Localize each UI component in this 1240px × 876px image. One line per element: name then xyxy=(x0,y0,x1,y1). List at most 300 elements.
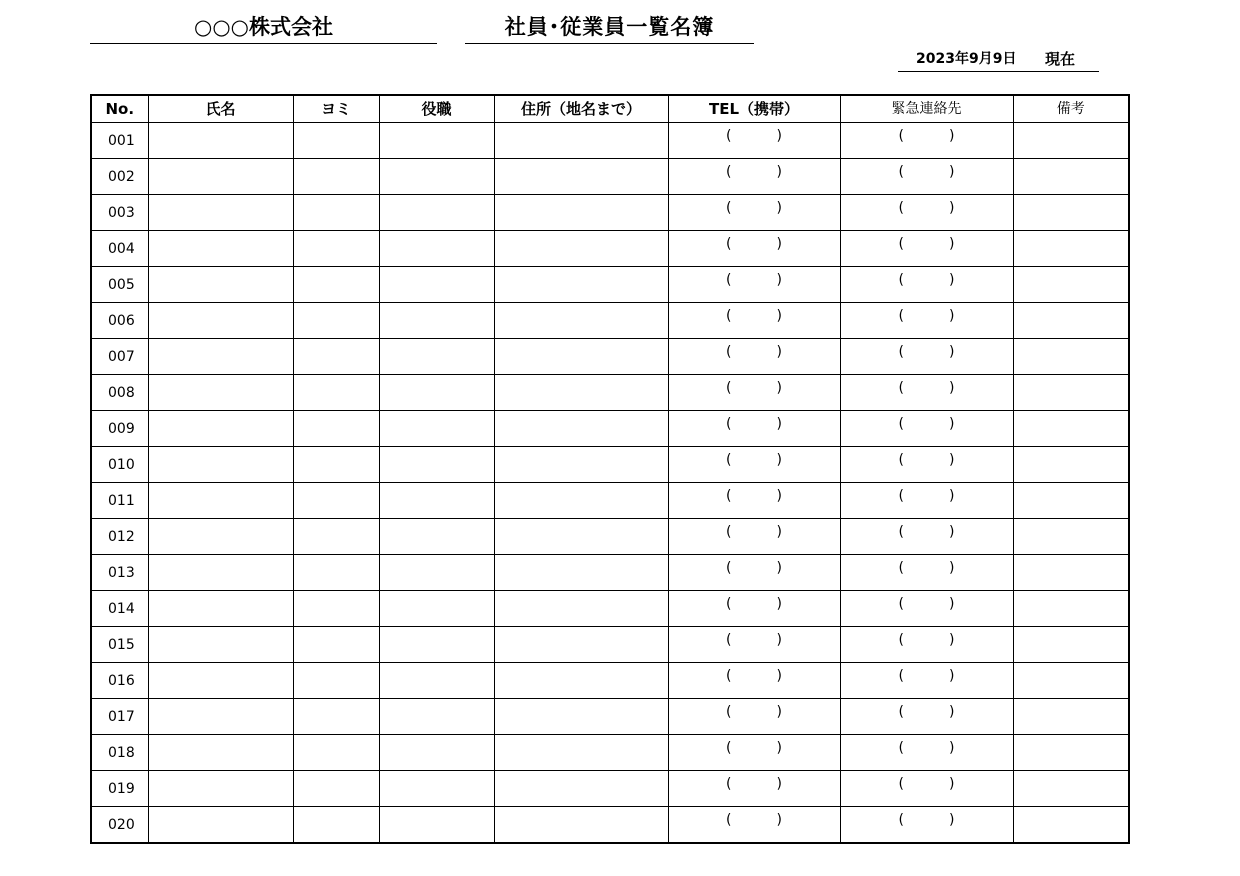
area-code-parentheses xyxy=(897,159,957,185)
open-paren: ( xyxy=(898,560,904,576)
open-paren: ( xyxy=(898,308,904,324)
table-row xyxy=(91,411,1129,447)
header-row xyxy=(91,95,1129,123)
cell-name[interactable] xyxy=(148,339,293,375)
close-paren: ) xyxy=(949,740,955,756)
close-paren: ) xyxy=(949,344,955,360)
cell-address[interactable] xyxy=(494,735,668,771)
close-paren: ) xyxy=(776,308,782,324)
cell-emergency-contact[interactable] xyxy=(840,519,1013,555)
close-paren: ) xyxy=(949,416,955,432)
cell-emergency-contact[interactable] xyxy=(840,483,1013,519)
row-number: 004 xyxy=(91,231,148,267)
cell-name[interactable] xyxy=(148,195,293,231)
cell-emergency-contact[interactable] xyxy=(840,339,1013,375)
cell-remarks[interactable] xyxy=(1013,771,1129,807)
cell-reading[interactable] xyxy=(293,555,379,591)
open-paren: ( xyxy=(726,560,732,576)
cell-name[interactable] xyxy=(148,447,293,483)
employee-roster-table xyxy=(90,94,1130,844)
cell-position[interactable] xyxy=(379,231,494,267)
cell-reading[interactable] xyxy=(293,771,379,807)
open-paren: ( xyxy=(726,488,732,504)
cell-remarks[interactable] xyxy=(1013,591,1129,627)
cell-name[interactable] xyxy=(148,123,293,159)
close-paren: ) xyxy=(949,308,955,324)
col-header-remarks: 備考 xyxy=(1013,95,1129,123)
close-paren: ) xyxy=(949,272,955,288)
area-code-parentheses xyxy=(724,699,784,725)
close-paren: ) xyxy=(949,632,955,648)
cell-emergency-contact[interactable] xyxy=(840,231,1013,267)
area-code-parentheses xyxy=(724,735,784,761)
open-paren: ( xyxy=(898,416,904,432)
table-row xyxy=(91,303,1129,339)
cell-address[interactable] xyxy=(494,699,668,735)
cell-address[interactable] xyxy=(494,411,668,447)
cell-remarks[interactable] xyxy=(1013,303,1129,339)
close-paren: ) xyxy=(776,452,782,468)
area-code-parentheses xyxy=(897,339,957,365)
col-header-mobile: TEL（携帯） xyxy=(668,95,840,123)
cell-address[interactable] xyxy=(494,231,668,267)
close-paren: ) xyxy=(776,200,782,216)
cell-reading[interactable] xyxy=(293,519,379,555)
cell-position[interactable] xyxy=(379,771,494,807)
cell-address[interactable] xyxy=(494,303,668,339)
area-code-parentheses xyxy=(897,411,957,437)
close-paren: ) xyxy=(949,488,955,504)
area-code-parentheses xyxy=(724,807,784,833)
area-code-parentheses xyxy=(897,447,957,473)
cell-name[interactable] xyxy=(148,735,293,771)
area-code-parentheses xyxy=(897,483,957,509)
cell-mobile[interactable] xyxy=(668,627,840,663)
cell-address[interactable] xyxy=(494,519,668,555)
open-paren: ( xyxy=(898,596,904,612)
cell-emergency-contact[interactable] xyxy=(840,267,1013,303)
cell-mobile[interactable] xyxy=(668,519,840,555)
cell-address[interactable] xyxy=(494,807,668,844)
cell-address[interactable] xyxy=(494,195,668,231)
row-number: 010 xyxy=(91,447,148,483)
area-code-parentheses xyxy=(724,483,784,509)
cell-reading[interactable] xyxy=(293,447,379,483)
cell-name[interactable] xyxy=(148,159,293,195)
cell-mobile[interactable] xyxy=(668,123,840,159)
cell-mobile[interactable] xyxy=(668,447,840,483)
open-paren: ( xyxy=(898,164,904,180)
cell-mobile[interactable] xyxy=(668,663,840,699)
close-paren: ) xyxy=(949,560,955,576)
row-number: 007 xyxy=(91,339,148,375)
open-paren: ( xyxy=(726,272,732,288)
cell-remarks[interactable] xyxy=(1013,447,1129,483)
open-paren: ( xyxy=(726,596,732,612)
cell-emergency-contact[interactable] xyxy=(840,123,1013,159)
close-paren: ) xyxy=(776,272,782,288)
cell-mobile[interactable] xyxy=(668,591,840,627)
table-row xyxy=(91,339,1129,375)
cell-address[interactable] xyxy=(494,339,668,375)
cell-reading[interactable] xyxy=(293,699,379,735)
table-row xyxy=(91,519,1129,555)
close-paren: ) xyxy=(776,560,782,576)
cell-reading[interactable] xyxy=(293,483,379,519)
cell-address[interactable] xyxy=(494,159,668,195)
cell-emergency-contact[interactable] xyxy=(840,627,1013,663)
cell-position[interactable] xyxy=(379,807,494,844)
cell-emergency-contact[interactable] xyxy=(840,447,1013,483)
open-paren: ( xyxy=(726,632,732,648)
cell-name[interactable] xyxy=(148,375,293,411)
cell-mobile[interactable] xyxy=(668,339,840,375)
area-code-parentheses xyxy=(724,159,784,185)
cell-reading[interactable] xyxy=(293,159,379,195)
cell-position[interactable] xyxy=(379,303,494,339)
table-row xyxy=(91,771,1129,807)
area-code-parentheses xyxy=(897,195,957,221)
close-paren: ) xyxy=(776,164,782,180)
cell-position[interactable] xyxy=(379,627,494,663)
cell-position[interactable] xyxy=(379,447,494,483)
cell-name[interactable] xyxy=(148,519,293,555)
table-row xyxy=(91,555,1129,591)
open-paren: ( xyxy=(898,236,904,252)
cell-address[interactable] xyxy=(494,123,668,159)
cell-reading[interactable] xyxy=(293,339,379,375)
cell-mobile[interactable] xyxy=(668,411,840,447)
cell-remarks[interactable] xyxy=(1013,339,1129,375)
table-row xyxy=(91,663,1129,699)
close-paren: ) xyxy=(949,596,955,612)
area-code-parentheses xyxy=(897,699,957,725)
cell-position[interactable] xyxy=(379,699,494,735)
open-paren: ( xyxy=(726,308,732,324)
cell-emergency-contact[interactable] xyxy=(840,303,1013,339)
close-paren: ) xyxy=(949,236,955,252)
table-row xyxy=(91,159,1129,195)
cell-address[interactable] xyxy=(494,555,668,591)
area-code-parentheses xyxy=(724,555,784,581)
row-number: 001 xyxy=(91,123,148,159)
open-paren: ( xyxy=(898,632,904,648)
close-paren: ) xyxy=(776,740,782,756)
area-code-parentheses xyxy=(724,591,784,617)
cell-remarks[interactable] xyxy=(1013,555,1129,591)
close-paren: ) xyxy=(949,128,955,144)
cell-remarks[interactable] xyxy=(1013,195,1129,231)
as-of-label: 現在 xyxy=(1045,50,1076,68)
cell-position[interactable] xyxy=(379,519,494,555)
cell-name[interactable] xyxy=(148,627,293,663)
col-header-emergency-contact: 緊急連絡先 xyxy=(840,95,1013,123)
cell-emergency-contact[interactable] xyxy=(840,771,1013,807)
cell-reading[interactable] xyxy=(293,375,379,411)
cell-mobile[interactable] xyxy=(668,195,840,231)
open-paren: ( xyxy=(898,776,904,792)
cell-reading[interactable] xyxy=(293,231,379,267)
open-paren: ( xyxy=(898,812,904,828)
cell-emergency-contact[interactable] xyxy=(840,807,1013,844)
close-paren: ) xyxy=(776,596,782,612)
cell-reading[interactable] xyxy=(293,123,379,159)
cell-position[interactable] xyxy=(379,483,494,519)
area-code-parentheses xyxy=(724,375,784,401)
row-number: 017 xyxy=(91,699,148,735)
close-paren: ) xyxy=(776,488,782,504)
table-row xyxy=(91,231,1129,267)
cell-name[interactable] xyxy=(148,771,293,807)
open-paren: ( xyxy=(726,740,732,756)
open-paren: ( xyxy=(726,128,732,144)
cell-remarks[interactable] xyxy=(1013,267,1129,303)
area-code-parentheses xyxy=(897,735,957,761)
cell-address[interactable] xyxy=(494,591,668,627)
cell-remarks[interactable] xyxy=(1013,519,1129,555)
cell-position[interactable] xyxy=(379,663,494,699)
table-row xyxy=(91,699,1129,735)
cell-mobile[interactable] xyxy=(668,735,840,771)
table-row xyxy=(91,483,1129,519)
cell-emergency-contact[interactable] xyxy=(840,555,1013,591)
cell-reading[interactable] xyxy=(293,627,379,663)
area-code-parentheses xyxy=(724,627,784,653)
row-number: 011 xyxy=(91,483,148,519)
open-paren: ( xyxy=(726,380,732,396)
area-code-parentheses xyxy=(897,519,957,545)
col-header-position: 役職 xyxy=(379,95,494,123)
area-code-parentheses xyxy=(897,771,957,797)
open-paren: ( xyxy=(898,704,904,720)
cell-position[interactable] xyxy=(379,411,494,447)
cell-name[interactable] xyxy=(148,807,293,844)
cell-position[interactable] xyxy=(379,375,494,411)
cell-mobile[interactable] xyxy=(668,771,840,807)
cell-mobile[interactable] xyxy=(668,483,840,519)
cell-name[interactable] xyxy=(148,483,293,519)
cell-emergency-contact[interactable] xyxy=(840,375,1013,411)
cell-name[interactable] xyxy=(148,303,293,339)
cell-mobile[interactable] xyxy=(668,807,840,844)
cell-mobile[interactable] xyxy=(668,231,840,267)
close-paren: ) xyxy=(949,452,955,468)
open-paren: ( xyxy=(898,344,904,360)
table-row xyxy=(91,627,1129,663)
close-paren: ) xyxy=(949,524,955,540)
row-number: 016 xyxy=(91,663,148,699)
cell-reading[interactable] xyxy=(293,411,379,447)
table-row xyxy=(91,807,1129,844)
open-paren: ( xyxy=(898,740,904,756)
cell-reading[interactable] xyxy=(293,663,379,699)
cell-remarks[interactable] xyxy=(1013,375,1129,411)
close-paren: ) xyxy=(776,668,782,684)
area-code-parentheses xyxy=(724,447,784,473)
roster-body xyxy=(91,123,1129,844)
row-number: 009 xyxy=(91,411,148,447)
cell-name[interactable] xyxy=(148,699,293,735)
cell-remarks[interactable] xyxy=(1013,231,1129,267)
cell-reading[interactable] xyxy=(293,735,379,771)
cell-remarks[interactable] xyxy=(1013,483,1129,519)
cell-address[interactable] xyxy=(494,447,668,483)
open-paren: ( xyxy=(898,128,904,144)
table-row xyxy=(91,123,1129,159)
close-paren: ) xyxy=(949,164,955,180)
cell-position[interactable] xyxy=(379,267,494,303)
area-code-parentheses xyxy=(724,339,784,365)
area-code-parentheses xyxy=(724,231,784,257)
document-title: 社員･従業員一覧名簿 xyxy=(465,12,754,44)
open-paren: ( xyxy=(726,812,732,828)
close-paren: ) xyxy=(776,380,782,396)
open-paren: ( xyxy=(898,488,904,504)
cell-emergency-contact[interactable] xyxy=(840,195,1013,231)
cell-name[interactable] xyxy=(148,231,293,267)
open-paren: ( xyxy=(726,452,732,468)
area-code-parentheses xyxy=(724,519,784,545)
open-paren: ( xyxy=(898,452,904,468)
table-row xyxy=(91,267,1129,303)
area-code-parentheses xyxy=(724,123,784,149)
area-code-parentheses xyxy=(897,555,957,581)
cell-remarks[interactable] xyxy=(1013,123,1129,159)
open-paren: ( xyxy=(726,704,732,720)
cell-emergency-contact[interactable] xyxy=(840,735,1013,771)
table-row xyxy=(91,447,1129,483)
close-paren: ) xyxy=(949,812,955,828)
area-code-parentheses xyxy=(897,375,957,401)
cell-mobile[interactable] xyxy=(668,699,840,735)
cell-emergency-contact[interactable] xyxy=(840,411,1013,447)
cell-remarks[interactable] xyxy=(1013,663,1129,699)
close-paren: ) xyxy=(776,776,782,792)
cell-mobile[interactable] xyxy=(668,159,840,195)
cell-mobile[interactable] xyxy=(668,267,840,303)
area-code-parentheses xyxy=(897,267,957,293)
open-paren: ( xyxy=(898,524,904,540)
cell-remarks[interactable] xyxy=(1013,699,1129,735)
cell-remarks[interactable] xyxy=(1013,627,1129,663)
cell-name[interactable] xyxy=(148,663,293,699)
cell-name[interactable] xyxy=(148,267,293,303)
cell-position[interactable] xyxy=(379,123,494,159)
close-paren: ) xyxy=(776,704,782,720)
cell-address[interactable] xyxy=(494,375,668,411)
open-paren: ( xyxy=(726,164,732,180)
area-code-parentheses xyxy=(897,591,957,617)
cell-address[interactable] xyxy=(494,483,668,519)
close-paren: ) xyxy=(776,416,782,432)
cell-reading[interactable] xyxy=(293,303,379,339)
cell-position[interactable] xyxy=(379,195,494,231)
open-paren: ( xyxy=(898,272,904,288)
open-paren: ( xyxy=(726,236,732,252)
table-row xyxy=(91,591,1129,627)
open-paren: ( xyxy=(898,200,904,216)
cell-position[interactable] xyxy=(379,591,494,627)
row-number: 020 xyxy=(91,807,148,844)
cell-position[interactable] xyxy=(379,159,494,195)
area-code-parentheses xyxy=(724,411,784,437)
cell-reading[interactable] xyxy=(293,591,379,627)
cell-mobile[interactable] xyxy=(668,303,840,339)
open-paren: ( xyxy=(898,380,904,396)
close-paren: ) xyxy=(949,380,955,396)
row-number: 008 xyxy=(91,375,148,411)
cell-emergency-contact[interactable] xyxy=(840,663,1013,699)
cell-name[interactable] xyxy=(148,411,293,447)
cell-address[interactable] xyxy=(494,267,668,303)
open-paren: ( xyxy=(726,200,732,216)
cell-emergency-contact[interactable] xyxy=(840,159,1013,195)
area-code-parentheses xyxy=(724,663,784,689)
area-code-parentheses xyxy=(897,627,957,653)
cell-reading[interactable] xyxy=(293,267,379,303)
cell-remarks[interactable] xyxy=(1013,411,1129,447)
cell-mobile[interactable] xyxy=(668,555,840,591)
cell-position[interactable] xyxy=(379,339,494,375)
cell-emergency-contact[interactable] xyxy=(840,699,1013,735)
cell-emergency-contact[interactable] xyxy=(840,591,1013,627)
cell-name[interactable] xyxy=(148,555,293,591)
close-paren: ) xyxy=(776,632,782,648)
row-number: 014 xyxy=(91,591,148,627)
open-paren: ( xyxy=(726,344,732,360)
area-code-parentheses xyxy=(724,195,784,221)
row-number: 019 xyxy=(91,771,148,807)
close-paren: ) xyxy=(949,776,955,792)
cell-address[interactable] xyxy=(494,627,668,663)
as-of-date-line xyxy=(898,48,1099,72)
open-paren: ( xyxy=(726,416,732,432)
cell-name[interactable] xyxy=(148,591,293,627)
cell-remarks[interactable] xyxy=(1013,159,1129,195)
cell-remarks[interactable] xyxy=(1013,807,1129,844)
row-number: 002 xyxy=(91,159,148,195)
cell-mobile[interactable] xyxy=(668,375,840,411)
row-number: 003 xyxy=(91,195,148,231)
row-number: 018 xyxy=(91,735,148,771)
open-paren: ( xyxy=(726,524,732,540)
table-row xyxy=(91,375,1129,411)
cell-position[interactable] xyxy=(379,735,494,771)
close-paren: ) xyxy=(949,668,955,684)
close-paren: ) xyxy=(949,200,955,216)
cell-reading[interactable] xyxy=(293,195,379,231)
table-row xyxy=(91,735,1129,771)
table-row xyxy=(91,195,1129,231)
area-code-parentheses xyxy=(724,771,784,797)
cell-position[interactable] xyxy=(379,555,494,591)
company-name: ○○○株式会社 xyxy=(90,12,437,44)
cell-address[interactable] xyxy=(494,663,668,699)
close-paren: ) xyxy=(776,344,782,360)
cell-reading[interactable] xyxy=(293,807,379,844)
cell-remarks[interactable] xyxy=(1013,735,1129,771)
area-code-parentheses xyxy=(897,303,957,329)
open-paren: ( xyxy=(898,668,904,684)
close-paren: ) xyxy=(776,524,782,540)
cell-address[interactable] xyxy=(494,771,668,807)
close-paren: ) xyxy=(949,704,955,720)
area-code-parentheses xyxy=(724,267,784,293)
open-paren: ( xyxy=(726,668,732,684)
close-paren: ) xyxy=(776,236,782,252)
as-of-date: 2023年9月9日 xyxy=(916,51,1017,67)
row-number: 015 xyxy=(91,627,148,663)
